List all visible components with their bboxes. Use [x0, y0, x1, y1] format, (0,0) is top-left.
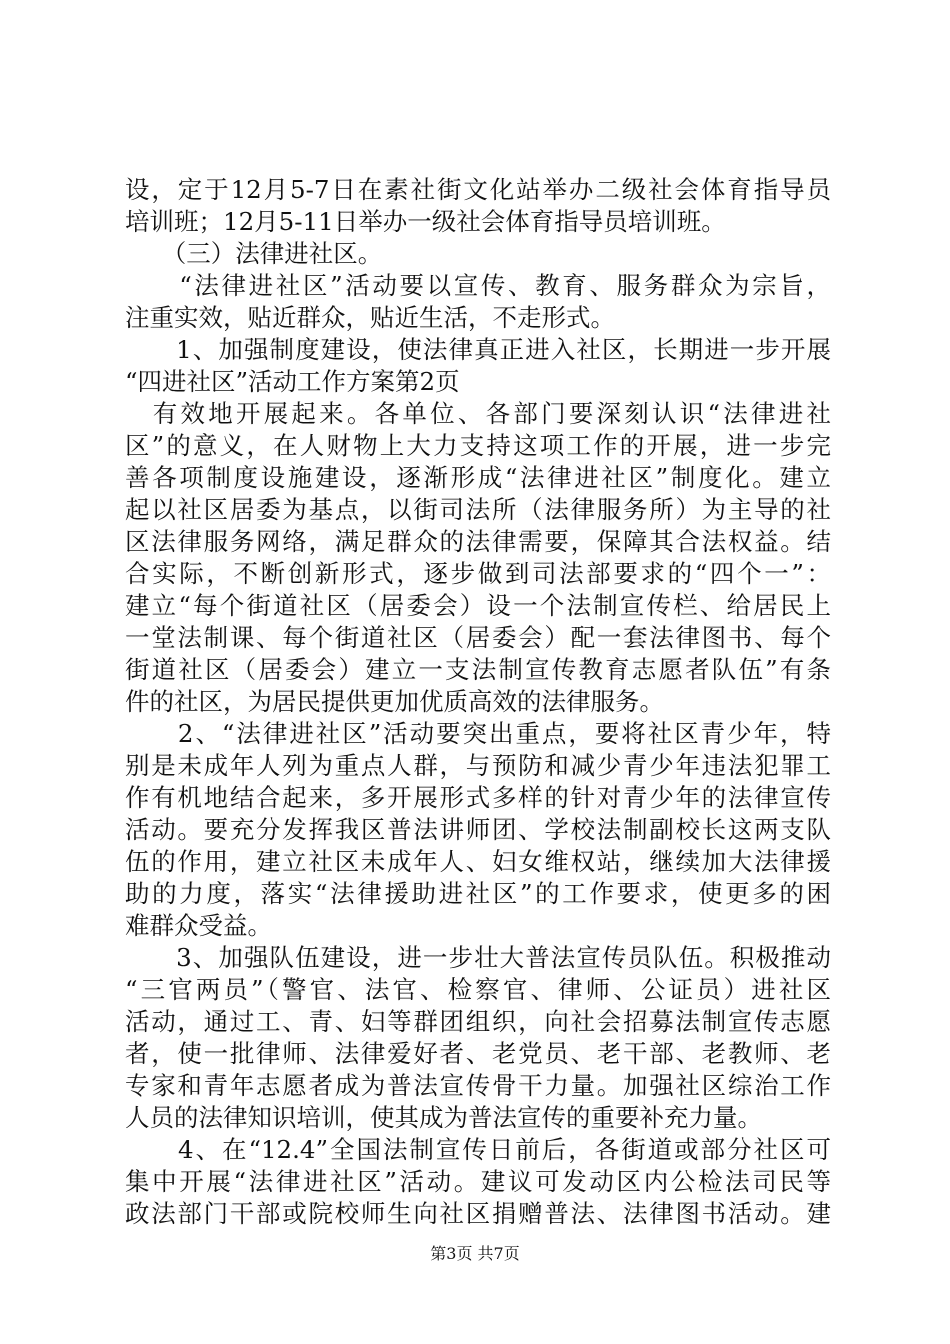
text-line: 区”的意义，在人财物上大力支持这项工作的开展，进一步完 [125, 431, 831, 460]
text-line: 集中开展“法律进社区”活动。建议可发动区内公检法司民等 [125, 1167, 831, 1196]
text-line: 2、“法律进社区”活动要突出重点，要将社区青少年，特 [125, 719, 831, 748]
text-line: 4、在“12.4”全国法制宣传日前后，各街道或部分社区可 [125, 1135, 831, 1164]
text-line: 培训班；12月5-11日举办一级社会体育指导员培训班。 [125, 207, 726, 236]
text-line: 件的社区，为居民提供更加优质高效的法律服务。 [125, 687, 664, 716]
text-line: 助的力度，落实“法律援助进社区”的工作要求，使更多的困 [125, 879, 831, 908]
text-line: 建立“每个街道社区（居委会）设一个法制宣传栏、给居民上 [125, 591, 831, 620]
text-line: 难群众受益。 [125, 911, 272, 940]
text-line: “法律进社区”活动要以宣传、教育、服务群众为宗旨， [125, 271, 831, 300]
text-line: 政法部门干部或院校师生向社区捐赠普法、法律图书活动。建 [125, 1199, 831, 1228]
text-line: 人员的法律知识培训，使其成为普法宣传的重要补充力量。 [125, 1103, 762, 1132]
text-line: “三官两员”（警官、法官、检察官、律师、公证员）进社区 [125, 975, 831, 1004]
text-line: 注重实效，贴近群众，贴近生活，不走形式。 [125, 303, 615, 332]
page-number-footer: 第3页 共7页 [430, 1244, 520, 1263]
text-line: 设，定于12月5-7日在素社街文化站举办二级社会体育指导员 [125, 175, 831, 204]
text-line: 一堂法制课、每个街道社区（居委会）配一套法律图书、每个 [125, 623, 831, 652]
text-line: 合实际，不断创新形式，逐步做到司法部要求的“四个一”： [125, 559, 831, 588]
text-line: 专家和青年志愿者成为普法宣传骨干力量。加强社区综治工作 [125, 1071, 831, 1100]
text-line: 区法律服务网络，满足群众的法律需要，保障其合法权益。结 [125, 527, 831, 556]
text-line: 有效地开展起来。各单位、各部门要深刻认识“法律进社 [125, 399, 831, 428]
text-line: “四进社区”活动工作方案第2页 [125, 367, 460, 396]
text-line: 街道社区（居委会）建立一支法制宣传教育志愿者队伍”有条 [125, 655, 831, 684]
text-line: 3、加强队伍建设，进一步壮大普法宣传员队伍。积极推动 [125, 943, 831, 972]
text-line: 作有机地结合起来，多开展形式多样的针对青少年的法律宣传 [125, 783, 831, 812]
text-line: 1、加强制度建设，使法律真正进入社区，长期进一步开展 [125, 335, 831, 364]
text-line: 别是未成年人列为重点人群，与预防和减少青少年违法犯罪工 [125, 751, 831, 780]
document-body [125, 174, 831, 1230]
text-line: 伍的作用，建立社区未成年人、妇女维权站，继续加大法律援 [125, 847, 831, 876]
text-line: 起以社区居委为基点，以街司法所（法律服务所）为主导的社 [125, 495, 831, 524]
text-line: 活动，通过工、青、妇等群团组织，向社会招募法制宣传志愿 [125, 1007, 831, 1036]
text-line: （三）法律进社区。 [125, 239, 383, 268]
text-line: 者，使一批律师、法律爱好者、老党员、老干部、老教师、老 [125, 1039, 831, 1068]
text-line: 活动。要充分发挥我区普法讲师团、学校法制副校长这两支队 [125, 815, 831, 844]
text-line: 善各项制度设施建设，逐渐形成“法律进社区”制度化。建立 [125, 463, 831, 492]
